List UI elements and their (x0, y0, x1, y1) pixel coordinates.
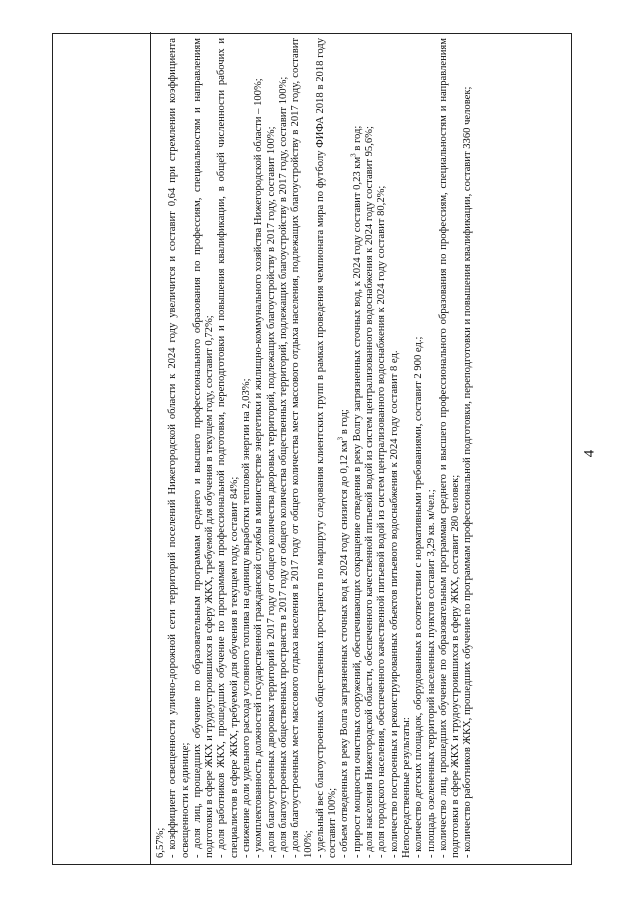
text-fragment: - объем отведенных в реку Волга загрязненных сточных вод к 2024 году снизится до 0,12 км (339, 440, 351, 858)
text-line: - количество лиц, прошедших обучение по образовательным программам среднего и высшего профессионального образования по профессиям, специальностям и направлениям подготовки в сфере ЖКХ и трудоустроившихся в сферу ЖКХ, составит 280 человек; (437, 38, 462, 858)
text-line: - доля населения Нижегородской области, обеспеченного качественной питьевой водой из систем централизованного водоснабжения к 2024 году составит 95,6%; (364, 126, 376, 858)
text-line: - коэффициент освещенности улично-дорожной сети территорий поселений Нижегородской области к 2024 году увеличится и составит 0,64 при стремлении коэффициента освещенности к единице; (167, 38, 191, 858)
table-left-column (53, 32, 151, 864)
results-table (52, 33, 572, 865)
text-line: - количество работников ЖКХ, прошедших обучение по программам профессиональной подготовки, переподготовки и повышения квалификации, составит 3360 человек; (462, 86, 474, 858)
text-fragment: - прирост мощности очистных сооружений, обеспечивающих сокращение отведения в реку Волгу загрязненных сточных вод, к 2024 году составит 0,23 км (351, 156, 363, 858)
text-line: - доля благоустроенных общественных пространств в 2017 году от общего количества общественных территорий, подлежащих благоустройству в 2017 году, составит 100%; (277, 76, 289, 858)
text-line: - доля работников ЖКХ, прошедших обучение по программам профессиональной подготовки, переподготовки и повышения квалификации, в общей численности рабочих и специалистов в сфере ЖКХ, требуемой для обучения в текущем году, составит 84%; (216, 38, 240, 858)
text-line: - укомплектованность должностей государственной гражданской службы в министерстве энергетики и жилищно-коммунального хозяйства Нижегородской области – 100%; (253, 78, 265, 858)
text-line (336, 38, 351, 858)
text-fragment: в год; (339, 409, 351, 437)
text-line: - количество детских площадок, оборудованных в соответствии с нормативными требованиями, составит 2 900 ед.; (413, 336, 425, 858)
text-fragment: в год; (351, 125, 363, 154)
text-line: - снижение доли удельного расхода условного топлива на единицу выработки тепловой энергии на 2,03%; (241, 378, 253, 858)
text-line: - доля благоустроенных мест массового отдыха населения в 2017 году от общего количества мест массового отдыха населения, подлежащих благоустройству в 2017 году, составит 100%; (290, 38, 314, 858)
text-line: - доля благоустроенных дворовых территорий в 2017 году от общего количества дворовых территорий, подлежащих благоустройству в 2017 году, составит 100%; (265, 126, 277, 858)
text-line (349, 38, 364, 858)
text-line: - доля городского населения, обеспеченного качественной питьевой водой из систем централизованного водоснабжения к 2024 году составит 80,2%; (376, 185, 388, 858)
text-line: 6,57%; (155, 827, 166, 858)
text-line: - удельный вес благоустроенных общественных пространств по маршруту следования клиентских групп в рамках проведения чемпионата мира по футболу ФИФА 2018 в 2018 году составит 100%; (314, 38, 339, 858)
text-line: - количество построенных и реконструированных объектов питьевого водоснабжения к 2024 году составит 8 ед. (388, 350, 400, 858)
superscript: 3 (336, 436, 345, 441)
text-line: - доля лиц, прошедших обучение по образовательным программам среднего и высшего профессионального образования по профессиям, специальностям и направлениям подготовки в сфере ЖКХ и трудоустроившихся в сферу ЖКХ, требуемой для обучения в текущем году, составит 0,72%; (191, 38, 216, 858)
table-right-column (151, 32, 571, 864)
section-heading: Непосредственные результаты: (400, 717, 412, 858)
superscript: 3 (349, 153, 358, 157)
page-number: 4 (581, 449, 598, 458)
text-line: - площадь озелененных территорий населенных пунктов составит 3,29 кв. м/чел.; (425, 489, 437, 858)
